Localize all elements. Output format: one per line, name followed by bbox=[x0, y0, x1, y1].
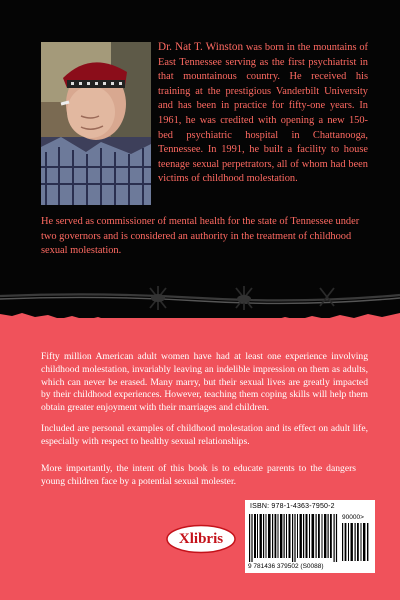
description-paragraph-3: More importantly, the intent of this book is to educate parents to the dangers young children face by a potential sexual molester. bbox=[41, 463, 356, 487]
author-name: Dr. Nat T. Winston bbox=[158, 41, 244, 53]
description-paragraph-1: Fifty million American adult women have had at least one experience involving childhood molestation, invariably leaving an indelible impression on them as adults, which can never be erased. Many marry, but their sexual lives are greatly impacted by their childhood experiences. However, teaching them coping skills will help them obtain greater enjoyment with their marriages and children. bbox=[41, 351, 368, 414]
barcode-digits: 9 781436 379502 (S0088) bbox=[248, 563, 324, 570]
author-photo bbox=[41, 42, 151, 205]
barbed-wire-illustration bbox=[0, 282, 400, 312]
description-paragraph-2: Included are personal examples of childhood molestation and its effect on adult life, especially with respect to healthy sexual relationships. bbox=[41, 423, 368, 447]
price-barcode bbox=[342, 523, 370, 561]
author-bio-paragraph-2: He served as commissioner of mental health for the state of Tennessee under two governors and is considered an authority in the treatment of childhood sexual molestation. bbox=[41, 216, 360, 257]
publisher-logo-text: Xlibris bbox=[178, 530, 224, 547]
isbn-text: ISBN: 978-1-4363-7950-2 bbox=[250, 503, 335, 510]
author-bio-text: was born in the mountains of East Tennessee serving as the first psychiatrist in that mountainous country. He received his training at the prestigious Vanderbilt University and has been in practice for fifty-one years. In 1961, he was credited with opening a new 150-bed psychiatric hospital in Chattanooga, Tennessee. In 1991, he built a facility to house teenage sexual perpetrators, all of whom had been victims of childhood molestation. bbox=[158, 42, 369, 185]
barcode-block bbox=[245, 500, 375, 573]
author-bio-paragraph bbox=[158, 40, 368, 187]
price-code: 90000> bbox=[342, 514, 364, 521]
isbn-barcode bbox=[249, 514, 339, 562]
